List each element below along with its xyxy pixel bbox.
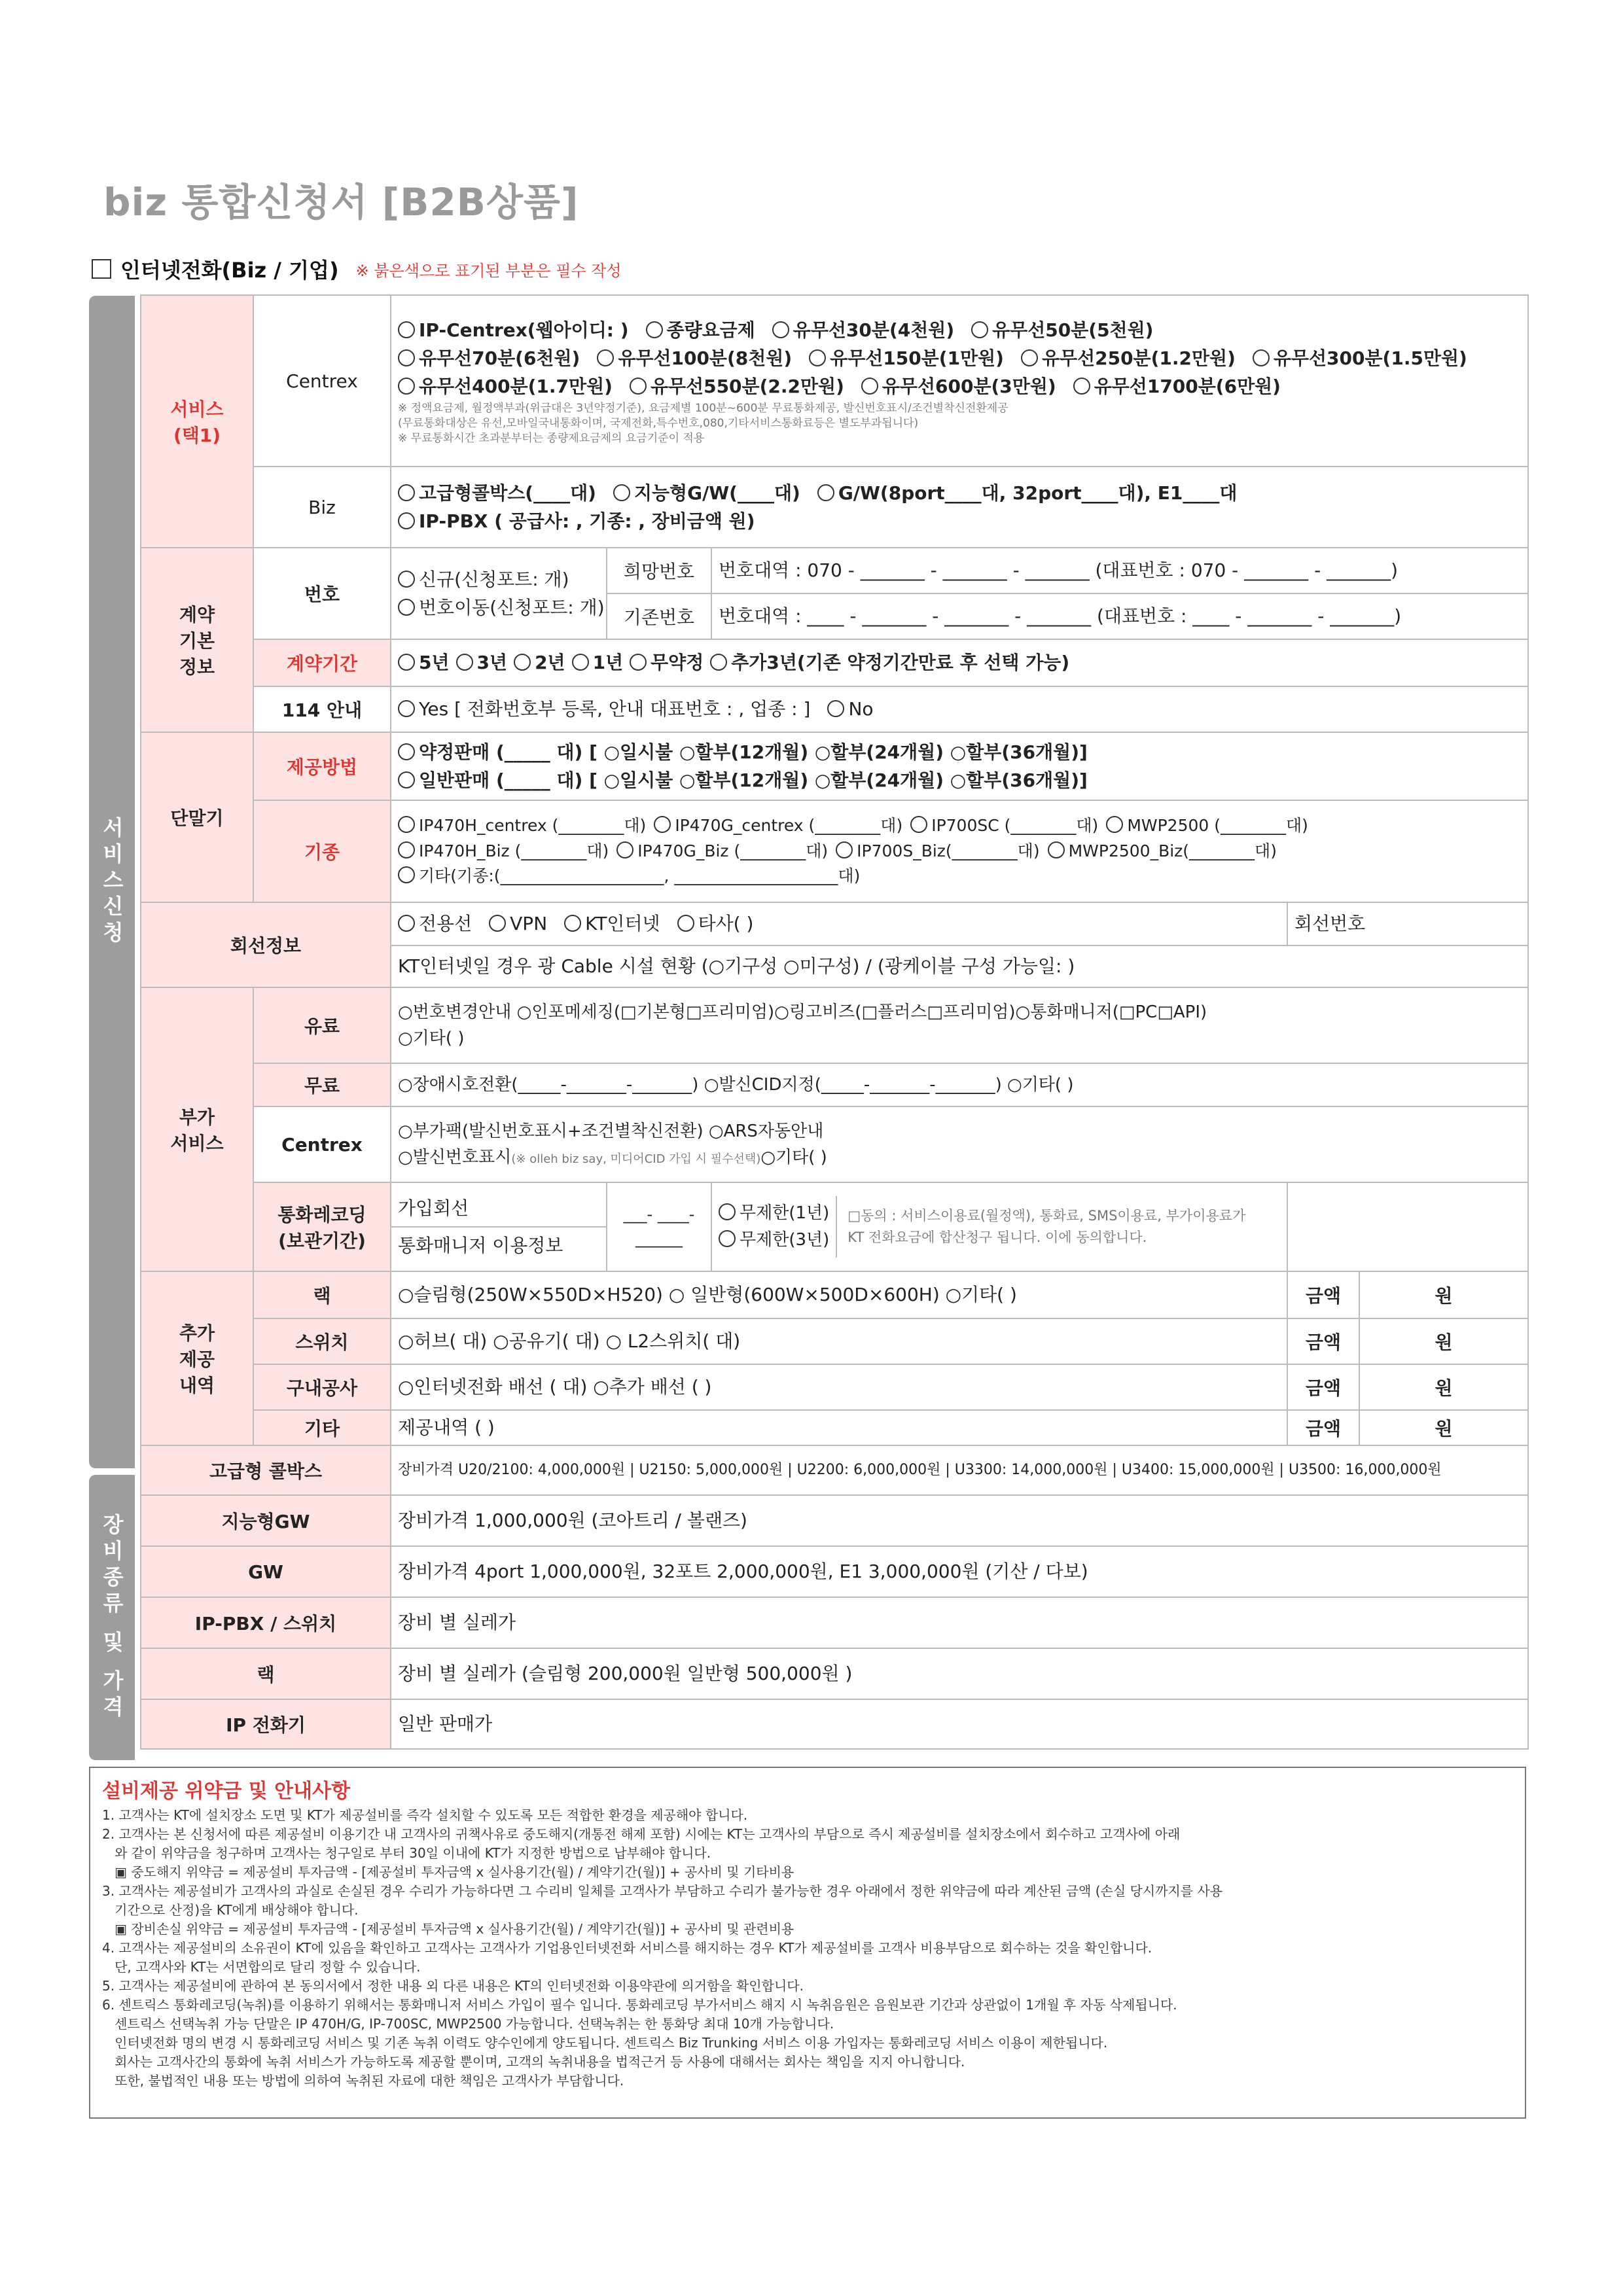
notice-item: 3. 고객사는 제공설비가 고객사의 과실로 손실된 경우 수리가 가능하다면 그 수리비 일체를 고객사가 부담하고 수리가 불가능한 경우 아래에서 정한 위약금에 따라 계산된 금액 (손실 당시까지를 사용 [102,1883,1223,1899]
number-options [391,548,607,639]
notice-item: 인터넷전화 명의 변경 시 통화레코딩 서비스 및 기존 녹취 이력도 양수인에게 양도됩니다. 센트릭스 Biz Trunking 서비스 이용 가입자는 통화레코딩 서비스 이용이 제한됩니다. [102,2035,1108,2051]
option-radio[interactable] [398,743,415,760]
option-radio[interactable]: 유무선250분(1.2만원) [1021,344,1236,372]
option-radio[interactable]: 신규(신청포트: 개) [398,565,569,593]
notice-item: 2. 고객사는 본 신청서에 따른 제공설비 이용기간 내 고객사의 귀책사유로 중도해지(개통전 해제 포함) 시에는 KT는 고객사의 부담으로 즉시 제공설비를 설치장소에서 회수하고 고객사에 아래 [102,1826,1181,1842]
contract-category: 계약 기본 정보 [141,548,253,732]
notice-item: 단, 고객사와 KT는 서면합의로 달리 정할 수 있습니다. [102,1959,421,1975]
extra-category: 추가 제공 내역 [141,1271,253,1445]
paid-label: 유료 [253,987,391,1063]
centrex-note: ※ 정액요금제, 월정액부과(위급대은 3년약정기준), 요금제별 100분~600분 무료통화제공, 발신번호표시/조건별착신전환제공 [398,401,1008,415]
equip-label: 랙 [141,1648,391,1699]
notice-item: 와 같이 위약금을 청구하며 고객사는 청구일로 부터 30일 이내에 KT가 지정한 방법으로 납부해야 합니다. [102,1845,711,1861]
equip-price: 장비 별 실레가 [391,1597,1528,1648]
addon-centrex-row[interactable]: ○부가팩(발신번호표시+조건별착신전환) ○ARS자동안내 [398,1121,824,1141]
recording-fields [391,1182,607,1271]
option-radio[interactable]: 유무선600분(3만원) [861,372,1056,400]
extra-row-content[interactable]: ○슬림형(250W×550D×H520) ○ 일반형(600W×500D×600H) ○기타( ) [391,1271,1287,1318]
notice-item: 기간으로 산정)을 KT에게 배상해야 합니다. [102,1902,359,1918]
period-options [391,639,1528,686]
equip-price: 장비가격 4port 1,000,000원, 32포트 2,000,000원, E1 3,000,000원 (기산 / 다보) [391,1546,1528,1597]
line-number-field[interactable] [1287,902,1528,945]
option-radio[interactable]: 유무선300분(1.5만원) [1253,344,1467,372]
section-header [92,254,622,284]
option-radio[interactable]: 유무선550분(2.2만원) [630,372,844,400]
notice-item: 4. 고객사는 제공설비의 소유권이 KT에 있음을 확인하고 고객사는 고객사가 기업용인터넷전화 서비스를 해지하는 경우 KT가 제공설비를 고객사 비용부담으로 회수하는 것을 확인합니다. [102,1940,1152,1956]
amount-label: 금액 [1287,1271,1359,1318]
biz-options [391,467,1528,548]
option-radio[interactable]: 5년 [398,648,450,677]
option-radio[interactable]: 유무선70분(6천원) [398,344,580,372]
option-radio[interactable]: IP-Centrex(웹아이디: ) [398,316,629,344]
option-radio[interactable]: KT인터넷 [564,910,660,938]
model-options [391,800,1528,902]
free-label: 무료 [253,1063,391,1106]
required-note: ※ 붉은색으로 표기된 부분은 필수 작성 [355,261,622,280]
centrex-note: (무료통화대상은 유선,모바일국내통화이며, 국제전화,특수번호,080,기타서비스통화료등은 별도부과됩니다) [398,416,919,430]
option-radio[interactable]: VPN [489,910,547,938]
equip-label: IP 전화기 [141,1699,391,1749]
side-label-equipment-text: 장비종류 및 가격 [99,1513,124,1722]
notice-item: 또한, 불법적인 내용 또는 방법에 의하여 녹취된 자료에 대한 책임은 고객사가 부담합니다. [102,2073,624,2089]
application-form-table [140,294,1529,1750]
option-radio[interactable]: 무약정 [630,648,704,677]
equip-price: 장비 별 실레가 (슬림형 200,000원 일반형 500,000원 ) [391,1648,1528,1699]
option-radio[interactable]: 고급형콜박스(____대) [398,479,596,507]
extra-row-label: 랙 [253,1271,391,1318]
notice-list [102,1806,1513,2091]
extra-row-content[interactable]: ○인터넷전화 배선 ( 대) ○추가 배선 ( ) [391,1364,1287,1410]
equip-price: 일반 판매가 [391,1699,1528,1749]
equip-price: 장비가격 U20/2100: 4,000,000원 | U2150: 5,000,000원 | U2200: 6,000,000원 | U3300: 14,000,000원 | U3400: 15,000,000원 | U3500: 16,000,000원 [391,1445,1528,1495]
amount-label: 금액 [1287,1318,1359,1364]
line-label: 가입회선 [398,1197,469,1219]
manager-label: 통화매니저 이용정보 [398,1235,563,1256]
amount-label: 금액 [1287,1364,1359,1410]
amount-currency[interactable]: 원 [1359,1410,1528,1445]
option-radio[interactable]: 기타(기종:(____________________, ____________________대) [398,864,860,889]
notice-item: ▣ 장비손실 위약금 = 제공설비 투자금액 - [제공설비 투자금액 x 실사용기간(월) / 계약기간(월)] + 공사비 및 관련비용 [102,1921,794,1937]
biz-label: Biz [253,467,391,548]
option-radio[interactable]: 유무선30분(4천원) [772,316,954,344]
side-label-service [89,296,135,1468]
amount-currency[interactable]: 원 [1359,1364,1528,1410]
equip-label: 고급형 콜박스 [141,1445,391,1495]
amount-label: 금액 [1287,1410,1359,1445]
recording-period-options [711,1182,1287,1271]
centrex-note: ※ 무료통화시간 초과분부터는 종량제요금제의 요금기준이 적용 [398,431,705,445]
free-options[interactable]: ○장애시호전환(_____-_______-_______) ○발신CID지정(_____-_______-_______) ○기타( ) [391,1063,1528,1106]
hope-number-input[interactable]: 번호대역 : 070 - _______ - _______ - _______ (대표번호 : 070 - _______ - _______) [711,548,1528,593]
model-label: 기종 [253,800,391,902]
option-radio[interactable]: 번호이동(신청포트: 개) [398,593,605,622]
recording-label: 통화레코딩 (보관기간) [253,1182,391,1271]
equip-label: GW [141,1546,391,1597]
option-radio[interactable]: IP470H_centrex (________대) [398,813,646,839]
line-number-label: 회선번호 [1294,913,1366,935]
number-label: 번호 [253,548,391,639]
option-radio[interactable]: 지능형G/W(____대) [613,479,800,507]
option-radio[interactable]: MWP2500 (________대) [1106,813,1308,839]
paid-options [391,987,1528,1063]
notice-item: 6. 센트릭스 통화레코딩(녹취)를 이용하기 위해서는 통화매니저 서비스 가입이 필수 입니다. 통화레코딩 부가서비스 해지 시 녹취음원은 음원보관 기간과 상관없이 1개월 후 자동 삭제됩니다. [102,1997,1177,2013]
line-options [391,902,1287,945]
centrex-label: Centrex [253,295,391,467]
option-radio[interactable] [398,771,415,788]
section-label: 인터넷전화(Biz / 기업) [120,258,339,283]
equip-price: 장비가격 1,000,000원 (코아트리 / 볼랜즈) [391,1495,1528,1546]
period-label: 계약기간 [253,639,391,686]
option-radio[interactable]: 추가3년(기존 약정기간만료 후 선택 가능) [710,648,1069,677]
option-radio[interactable]: 타사( ) [677,910,754,938]
line-category: 회선정보 [141,902,391,987]
option-radio[interactable]: 1년 [572,648,624,677]
option-radio[interactable]: IP700S_Biz(________대) [836,839,1039,864]
equip-label: 지능형GW [141,1495,391,1546]
option-radio[interactable]: 유무선400분(1.7만원) [398,372,613,400]
notice-item: ▣ 중도해지 위약금 = 제공설비 투자금액 - [제공설비 투자금액 x 실사용기간(월) / 계약기간(월)] + 공사비 및 기타비용 [102,1864,794,1880]
centrex-options [391,295,1528,467]
notice-item: 1. 고객사는 KT에 설치장소 도면 및 KT가 제공설비를 즉각 설치할 수 있도록 모든 적합한 환경을 제공해야 합니다. [102,1807,748,1823]
option-radio[interactable]: 유무선150분(1만원) [809,344,1004,372]
extra-row-content[interactable]: 제공내역 ( ) [391,1410,1287,1445]
amount-currency[interactable]: 원 [1359,1271,1528,1318]
paid-row[interactable]: ○번호변경안내 ○인포메세징(□기본형□프리미엄)○링고비즈(□플러스□프리미엄)○통화매니저(□PC□API) [398,1002,1207,1022]
notice-box [89,1767,1526,2119]
option-radio[interactable]: G/W(8port____대, 32port____대), E1____대 [817,479,1238,507]
option-radio[interactable]: IP470G_centrex (________대) [654,813,902,839]
option-radio[interactable]: 전용선 [398,910,472,938]
paid-row[interactable]: ○기타( ) [398,1029,465,1048]
option-radio[interactable]: 유무선1700분(6만원) [1073,372,1281,400]
side-label-service-text: 서비스신청 [99,817,124,947]
notice-item: 회사는 고객사간의 통화에 녹취 서비스가 가능하도록 제공할 뿐이며, 고객의 녹취내용을 법적근거 등 사용에 대해서는 회사는 책임을 지지 아니합니다. [102,2054,965,2070]
option-radio[interactable]: 2년 [514,648,565,677]
hope-number-label: 희망번호 [607,548,711,593]
exist-number-input[interactable]: 번호대역 : ____ - _______ - _______ - _______ (대표번호 : ____ - _______ - _______) [711,593,1528,639]
addon-centrex-row2[interactable]: ○발신번호표시(※ olleh biz say, 미디어CID 가입 시 필수선택)○기타( ) [398,1148,827,1167]
equip-label: IP-PBX / 스위치 [141,1597,391,1648]
option-radio[interactable]: 종량요금제 [646,316,755,344]
exist-number-label: 기존번호 [607,593,711,639]
internet-phone-checkbox[interactable] [92,259,111,279]
guide114-label: 114 안내 [253,686,391,732]
option-radio[interactable]: IP470G_Biz (________대) [616,839,828,864]
recording-spacer [1287,1182,1528,1271]
option-radio[interactable]: Yes [ 전화번호부 등록, 안내 대표번호 : , 업종 : ] [398,695,810,723]
terminal-category: 단말기 [141,732,253,902]
option-radio[interactable]: IP700SC (________대) [910,813,1098,839]
consent-checkbox[interactable]: □동의 : 서비스이용료(월정액), 통화료, SMS이용료, 부가이용료가 KT 전화요금에 합산청구 됩니다. 이에 동의합니다. [847,1208,1246,1245]
notice-heading: 설비제공 위약금 및 안내사항 [102,1780,351,1803]
option-radio[interactable]: 유무선100분(8천원) [597,344,792,372]
option-radio[interactable]: MWP2500_Biz(________대) [1048,839,1277,864]
addon-centrex-options [391,1106,1528,1182]
method-label: 제공방법 [253,732,391,800]
option-radio[interactable]: 무제한(1년) [719,1200,829,1226]
notice-item: 센트릭스 선택녹취 가능 단말은 IP 470H/G, IP-700SC, MWP2500 가능합니다. 선택녹취는 한 통화당 최대 10개 가능합니다. [102,2016,834,2032]
addon-category: 부가 서비스 [141,987,253,1271]
extra-row-label: 기타 [253,1410,391,1445]
option-radio[interactable]: No [827,695,873,723]
page-title: biz 통합신청서 [B2B상품] [103,180,579,224]
option-radio[interactable]: 3년 [456,648,508,677]
extra-row-label: 구내공사 [253,1364,391,1410]
extra-row-content[interactable]: ○허브( 대) ○공유기( 대) ○ L2스위치( 대) [391,1318,1287,1364]
notice-item: 5. 고객사는 제공설비에 관하여 본 동의서에서 정한 내용 외 다른 내용은 KT의 인터넷전화 이용약관에 의거함을 확인합니다. [102,1978,804,1994]
line-input[interactable]: ___- ____-______ [607,1182,711,1271]
method-options: 약정판매 (_____ 대) [ ○일시불 ○할부(12개월) ○할부(24개월) ○할부(36개월)] 일반판매 (_____ 대) [ ○일시불 ○할부(12개월) ○할부(24개월) ○할부(36개월)] [391,732,1528,800]
side-label-equipment [89,1475,135,1760]
guide114-options [391,686,1528,732]
addon-centrex-label: Centrex [253,1106,391,1182]
option-radio[interactable]: IP-PBX ( 공급사: , 기종: , 장비금액 원) [398,507,755,535]
option-radio[interactable]: 무제한(3년) [719,1227,829,1253]
service-category: 서비스 (택1) [141,295,253,548]
amount-currency[interactable]: 원 [1359,1318,1528,1364]
option-radio[interactable]: 유무선50분(5천원) [971,316,1153,344]
kt-cable-note: KT인터넷일 경우 광 Cable 시설 현황 (○기구성 ○미구성) / (광케이블 구성 가능일: ) [391,945,1528,987]
option-radio[interactable]: IP470H_Biz (________대) [398,839,609,864]
extra-row-label: 스위치 [253,1318,391,1364]
